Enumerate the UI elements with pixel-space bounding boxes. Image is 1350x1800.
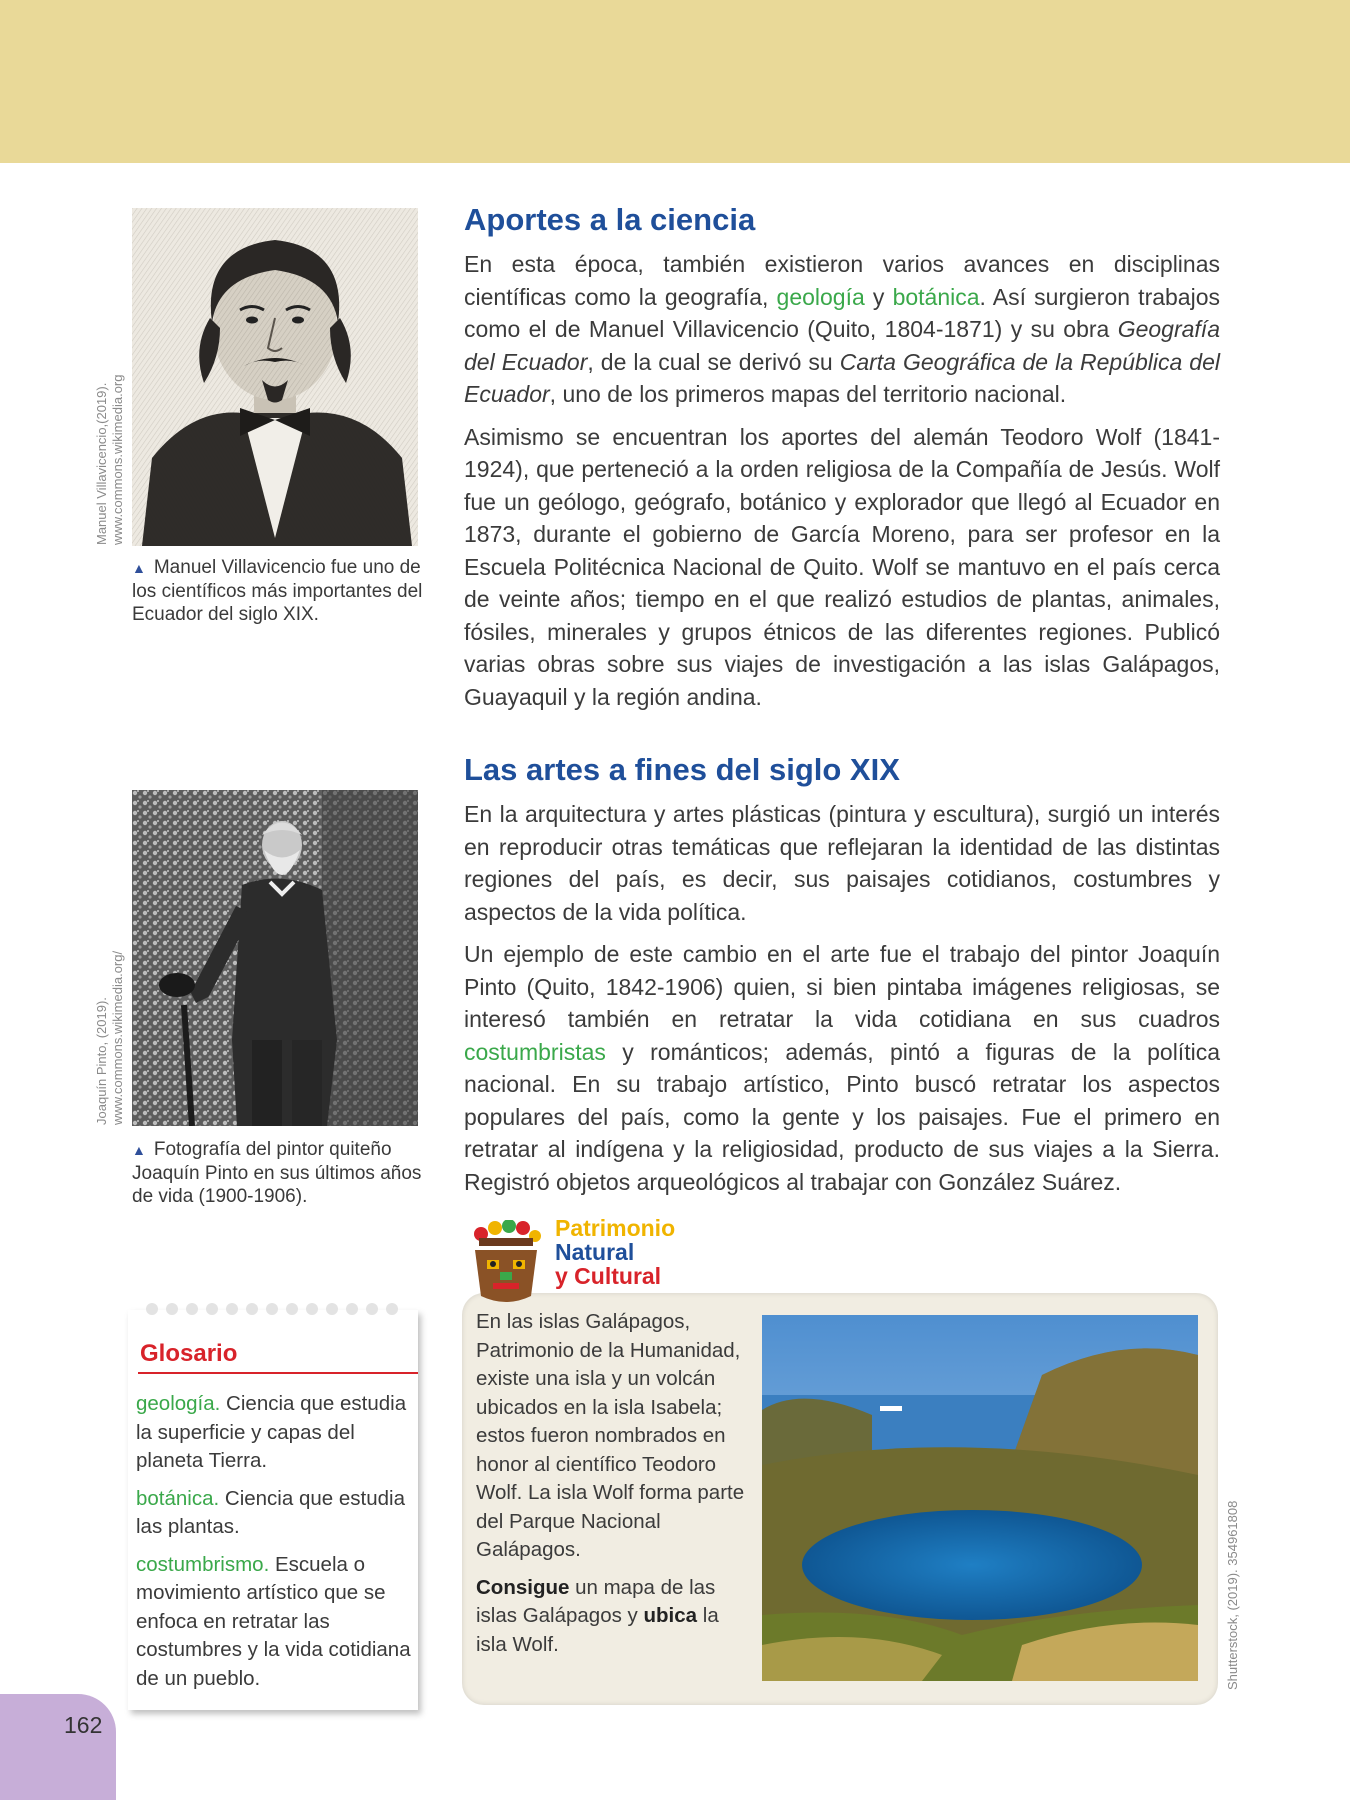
caption-text: Fotografía del pintor quiteño Joaquín Pinto en sus últimos años de vida (1900-1906). bbox=[132, 1139, 422, 1207]
map-title-italic: Carta Geográfica de la República del Ecuador bbox=[464, 348, 1220, 407]
triangle-marker-icon: ▲ bbox=[132, 1142, 146, 1158]
glossary-item bbox=[136, 1390, 411, 1476]
credit-line: Joaquín Pinto, (2019). bbox=[94, 997, 109, 1125]
glossary-term: costumbrismo. bbox=[136, 1552, 270, 1576]
text-run: En esta época, también existieron varios avances en disciplinas científicas como la geografía, bbox=[464, 251, 1220, 310]
glossary-item bbox=[136, 1485, 411, 1542]
section-title-artes: Las artes a fines del siglo XIX bbox=[464, 752, 900, 787]
patrimonio-title-line: Natural bbox=[555, 1239, 635, 1265]
text-run: un mapa de las islas Galápagos y bbox=[476, 1575, 716, 1627]
text-run: y bbox=[864, 283, 893, 310]
term-costumbristas[interactable]: costumbristas bbox=[464, 1038, 606, 1065]
patrimonio-text bbox=[476, 1308, 746, 1668]
term-botanica[interactable]: botánica bbox=[892, 283, 980, 310]
text-run: Un ejemplo de este cambio en el arte fue el trabajo del pintor Joaquín Pinto (Quito, 1842-1906) quien, si bien pintaba imágenes religiosas, se interesó también en retratar la vida cotidiana en sus cuadros bbox=[464, 941, 1220, 1032]
page-number: 162 bbox=[64, 1712, 103, 1738]
term-geologia[interactable]: geología bbox=[776, 283, 865, 310]
glossary-card bbox=[128, 1310, 418, 1710]
triangle-marker-icon: ▲ bbox=[132, 560, 146, 576]
book-title-italic: Geografía del Ecuador bbox=[464, 316, 1220, 375]
credit-line: Manuel Villavicencio,(2019). bbox=[94, 382, 109, 545]
section-aportes bbox=[464, 202, 1220, 713]
caption-text: Manuel Villavicencio fue uno de los científicos más importantes del Ecuador del siglo XIX. bbox=[132, 557, 423, 625]
text-run: , de la cual se derivó su bbox=[587, 348, 840, 375]
section-artes bbox=[464, 752, 1220, 1198]
section-title-aportes: Aportes a la ciencia bbox=[464, 202, 756, 237]
photo-credit-villavicencio bbox=[94, 375, 126, 546]
patrimonio-title-line: Patrimonio bbox=[555, 1215, 676, 1241]
glossary-item bbox=[136, 1551, 411, 1694]
paragraph-artes-2 bbox=[464, 938, 1220, 1198]
task-verb: Consigue bbox=[476, 1575, 570, 1599]
patrimonio-title-line: y Cultural bbox=[555, 1263, 662, 1289]
glossary-term: geología. bbox=[136, 1392, 221, 1415]
text-run: . Así surgieron trabajos como el de Manuel Villavicencio (Quito, 1804-1871) y su obra bbox=[464, 283, 1220, 342]
task-verb: ubica bbox=[643, 1604, 698, 1627]
glossary-term: botánica. bbox=[136, 1486, 220, 1510]
glossary-definition: Ciencia que estudia las plantas. bbox=[136, 1486, 405, 1538]
patrimonio-paragraph: En las islas Galápagos, Patrimonio de la Humanidad, existe una isla y un volcán ubicados en la isla Isabela; estos fueron nombrados en honor al científico Teodoro Wolf. La isla Wolf forma parte del Parque Nacional Galápagos. bbox=[476, 1310, 745, 1561]
galapagos-lagoon-photo bbox=[762, 1315, 1198, 1681]
glossary-title: Glosario bbox=[140, 1340, 238, 1367]
credit-line: www.commons.wikimedia.org bbox=[110, 374, 125, 545]
heritage-mask-icon bbox=[467, 1220, 545, 1308]
caption-pinto bbox=[132, 1138, 428, 1208]
credit-line: www.commons.wikimedia.org/ bbox=[110, 950, 125, 1125]
text-run: , uno de los primeros mapas del territorio nacional. bbox=[549, 381, 1067, 407]
text-run: la isla Wolf. bbox=[476, 1604, 719, 1656]
portrait-villavicencio-image bbox=[132, 208, 418, 546]
photo-credit-shutterstock: Shutterstock, (2019). 354961808 bbox=[1225, 1500, 1240, 1690]
glossary-definition: Ciencia que estudia la superficie y capas del planeta Tierra. bbox=[136, 1392, 407, 1472]
text-run: y románticos; además, pintó a figuras de la política nacional. En su trabajo artístico, Pinto buscó retratar los aspectos populares del país, como la gente y los paisajes. Fue el primero en retratar al indígena y la religiosidad, producto de sus viajes a la Sierra. Registró objetos arqueológicos al trabajar con González Suárez. bbox=[464, 1038, 1220, 1195]
notebook-rings-icon bbox=[142, 1300, 412, 1318]
glossary-list bbox=[136, 1390, 411, 1702]
patrimonio-task bbox=[476, 1574, 746, 1660]
paragraph-aportes-2: Asimismo se encuentran los aportes del alemán Teodoro Wolf (1841-1924), que perteneció a la orden religiosa de la Compañía de Jesús. Wolf fue un geólogo, geógrafo, botánico y explorador que llegó al Ecuador en 1873, durante el gobierno de García Moreno, para ser profesor en la Escuela Politécnica Nacional de Quito. Wolf se mantuvo en el país cerca de veinte años; tiempo en el que realizó estudios de plantas, animales, fósiles, minerales y grupos étnicos de las diferentes regiones. Publicó varias obras sobre sus viajes de investigación a las islas Galápagos, Guayaquil y la región andina. bbox=[464, 423, 1220, 710]
page-number-tab bbox=[0, 1694, 116, 1800]
paragraph-artes-1: En la arquitectura y artes plásticas (pintura y escultura), surgió un interés en reproducir otras temáticas que reflejaran la identidad de las distintas regiones del país, es decir, sus paisajes cotidianos, costumbres y aspectos de la vida política. bbox=[464, 801, 1220, 925]
top-header-band bbox=[0, 0, 1350, 163]
glossary-definition: Escuela o movimiento artístico que se enfoca en retratar las costumbres y la vida cotidiana de un pueblo. bbox=[136, 1552, 411, 1690]
paragraph-aportes-1 bbox=[464, 248, 1220, 411]
caption-villavicencio bbox=[132, 556, 428, 626]
photo-credit-pinto bbox=[94, 951, 126, 1125]
patrimonio-title bbox=[555, 1216, 675, 1288]
photo-joaquin-pinto-image bbox=[132, 790, 418, 1126]
glossary-divider bbox=[138, 1372, 418, 1374]
